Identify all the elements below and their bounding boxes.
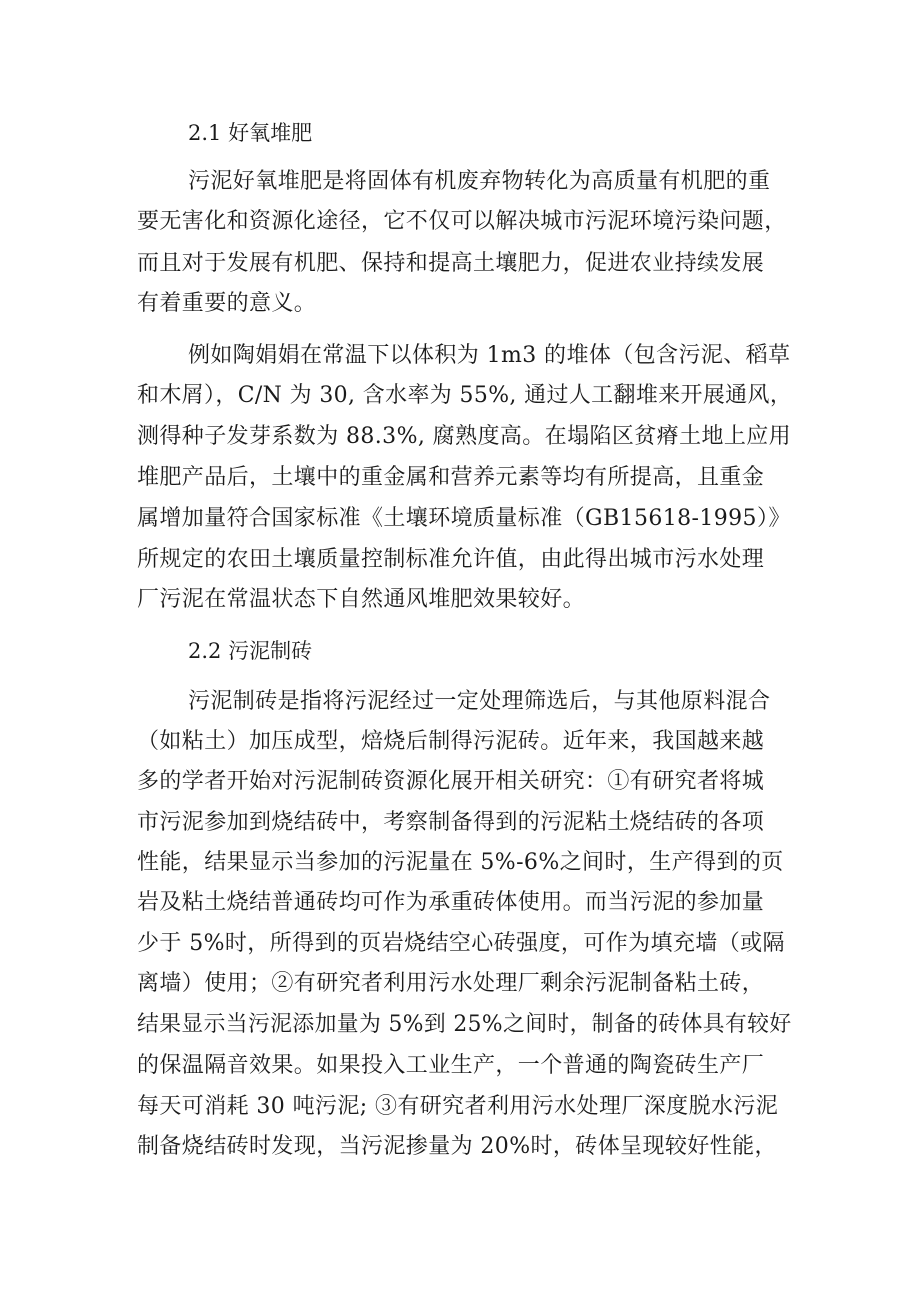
- paragraph-line: （如粘土）加压成型，焙烧后制得污泥砖。近年来，我国越来越: [137, 729, 765, 754]
- paragraph-line: 测得种子发芽系数为 88.3%, 腐熟度高。在塌陷区贫瘠土地上应用: [137, 424, 792, 449]
- paragraph-line: 的保温隔音效果。如果投入工业生产，一个普通的陶瓷砖生产厂: [137, 1053, 765, 1078]
- paragraph-line: 性能，结果显示当参加的污泥量在 5%-6%之间时，生产得到的页: [137, 850, 784, 875]
- paragraph-line: 结果显示当污泥添加量为 5%到 25%之间时，制备的砖体具有较好: [137, 1012, 792, 1037]
- paragraph-line: 有着重要的意义。: [137, 291, 317, 316]
- paragraph-line: 市污泥参加到烧结砖中，考察制备得到的污泥粘土烧结砖的各项: [137, 810, 765, 835]
- paragraph-line: 所规定的农田土壤质量控制标准允许值，由此得出城市污水处理: [137, 547, 765, 572]
- paragraph-line: 少于 5%时，所得到的页岩烧结空心砖强度，可作为填充墙（或隔: [137, 931, 785, 956]
- paragraph-line: 厂污泥在常温状态下自然通风堆肥效果较好。: [137, 587, 586, 612]
- paragraph-line: 污泥制砖是指将污泥经过一定处理筛选后，与其他原料混合: [188, 689, 771, 714]
- section-heading-aerobic-composting: 2.1 好氧堆肥: [188, 121, 313, 145]
- paragraph-line: 多的学者开始对污泥制砖资源化展开相关研究：①有研究者将城: [137, 769, 765, 794]
- paragraph-line: 岩及粘土烧结普通砖均可作为承重砖体使用。而当污泥的参加量: [137, 890, 765, 915]
- section-heading-sludge-bricks: 2.2 污泥制砖: [188, 639, 313, 663]
- paragraph-line: 属增加量符合国家标准《土壤环境质量标准（GB15618-1995）》: [137, 506, 791, 531]
- paragraph-line: 和木屑），C/N 为 30, 含水率为 55%, 通过人工翻堆来开展通风，: [137, 383, 793, 408]
- paragraph-line: 污泥好氧堆肥是将固体有机废弃物转化为高质量有机肥的重: [188, 169, 771, 194]
- paragraph-line: 堆肥产品后，土壤中的重金属和营养元素等均有所提高，且重金: [137, 465, 765, 490]
- paragraph-line: 制备烧结砖时发现，当污泥掺量为 20%时，砖体呈现较好性能，: [137, 1134, 777, 1159]
- paragraph-line: 离墙）使用；②有研究者利用污水处理厂剩余污泥制备粘土砖，: [137, 971, 765, 996]
- paragraph-line: 例如陶娟娟在常温下以体积为 1m3 的堆体（包含污泥、稻草: [188, 343, 791, 368]
- paragraph-line: 每天可消耗 30 吨污泥; ③有研究者利用污水处理厂深度脱水污泥: [137, 1094, 779, 1119]
- paragraph-line: 而且对于发展有机肥、保持和提高土壤肥力，促进农业持续发展: [137, 251, 765, 276]
- paragraph-line: 要无害化和资源化途径，它不仅可以解决城市污泥环境污染问题，: [137, 209, 787, 234]
